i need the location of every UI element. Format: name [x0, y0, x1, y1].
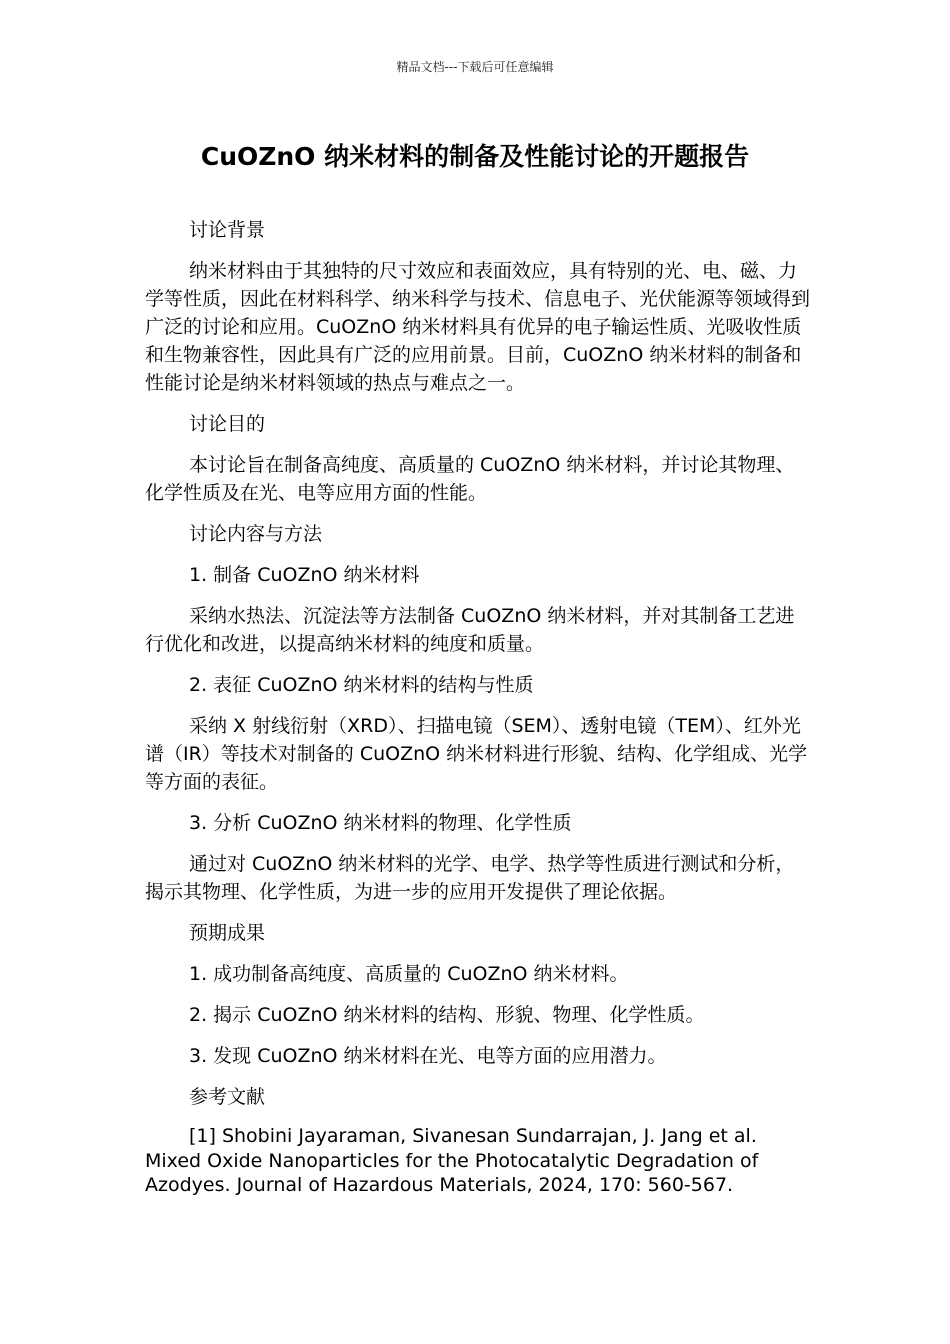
page-header: 精品文档---下载后可任意编辑	[396, 60, 554, 74]
purpose-paragraph: 本讨论旨在制备高纯度、高质量的 CuOZnO 纳米材料，并讨论其物理、化学性质及在光、电等应用方面的性能。	[145, 454, 795, 504]
result-item-2: 2. 揭示 CuOZnO 纳米材料的结构、形貌、物理、化学性质。	[189, 1004, 705, 1026]
document-title: CuOZnO 纳米材料的制备及性能讨论的开题报告	[200, 142, 750, 171]
method1-heading: 1. 制备 CuOZnO 纳米材料	[189, 564, 420, 586]
background-heading: 讨论背景	[189, 219, 266, 241]
purpose-heading: 讨论目的	[189, 413, 266, 435]
reference-item-1: [1] Shobini Jayaraman, Sivanesan Sundarrajan, J. Jang et al. Mixed Oxide Nanoparticles for the Photocatalytic Degradation of Azodyes. Journal of Hazardous Materials, 2024, 170: 560-567.	[145, 1125, 759, 1196]
method3-paragraph: 通过对 CuOZnO 纳米材料的光学、电学、热学等性质进行测试和分析，揭示其物理、化学性质，为进一步的应用开发提供了理论依据。	[145, 853, 795, 903]
references-heading: 参考文献	[189, 1086, 266, 1108]
method3-heading: 3. 分析 CuOZnO 纳米材料的物理、化学性质	[189, 812, 572, 834]
method2-heading: 2. 表征 CuOZnO 纳米材料的结构与性质	[189, 674, 534, 696]
method2-paragraph: 采纳 X 射线衍射（XRD）、扫描电镜（SEM）、透射电镜（TEM）、红外光谱（IR）等技术对制备的 CuOZnO 纳米材料进行形貌、结构、化学组成、光学等方面的表征。	[145, 715, 808, 793]
background-paragraph: 纳米材料由于其独特的尺寸效应和表面效应，具有特别的光、电、磁、力学等性质，因此在材料科学、纳米科学与技术、信息电子、光伏能源等领域得到广泛的讨论和应用。CuOZnO 纳米材料具有优异的电子输运性质、光吸收性质和生物兼容性，因此具有广泛的应用前景。目前，CuOZnO 纳米材料的制备和性能讨论是纳米材料领域的热点与难点之一。	[145, 260, 811, 394]
result-item-1: 1. 成功制备高纯度、高质量的 CuOZnO 纳米材料。	[189, 963, 629, 985]
method1-paragraph: 采纳水热法、沉淀法等方法制备 CuOZnO 纳米材料，并对其制备工艺进行优化和改进，以提高纳米材料的纯度和质量。	[145, 605, 795, 655]
methods-heading: 讨论内容与方法	[189, 523, 323, 545]
results-heading: 预期成果	[189, 922, 266, 944]
result-item-3: 3. 发现 CuOZnO 纳米材料在光、电等方面的应用潜力。	[189, 1045, 667, 1067]
document-body	[145, 216, 810, 1211]
